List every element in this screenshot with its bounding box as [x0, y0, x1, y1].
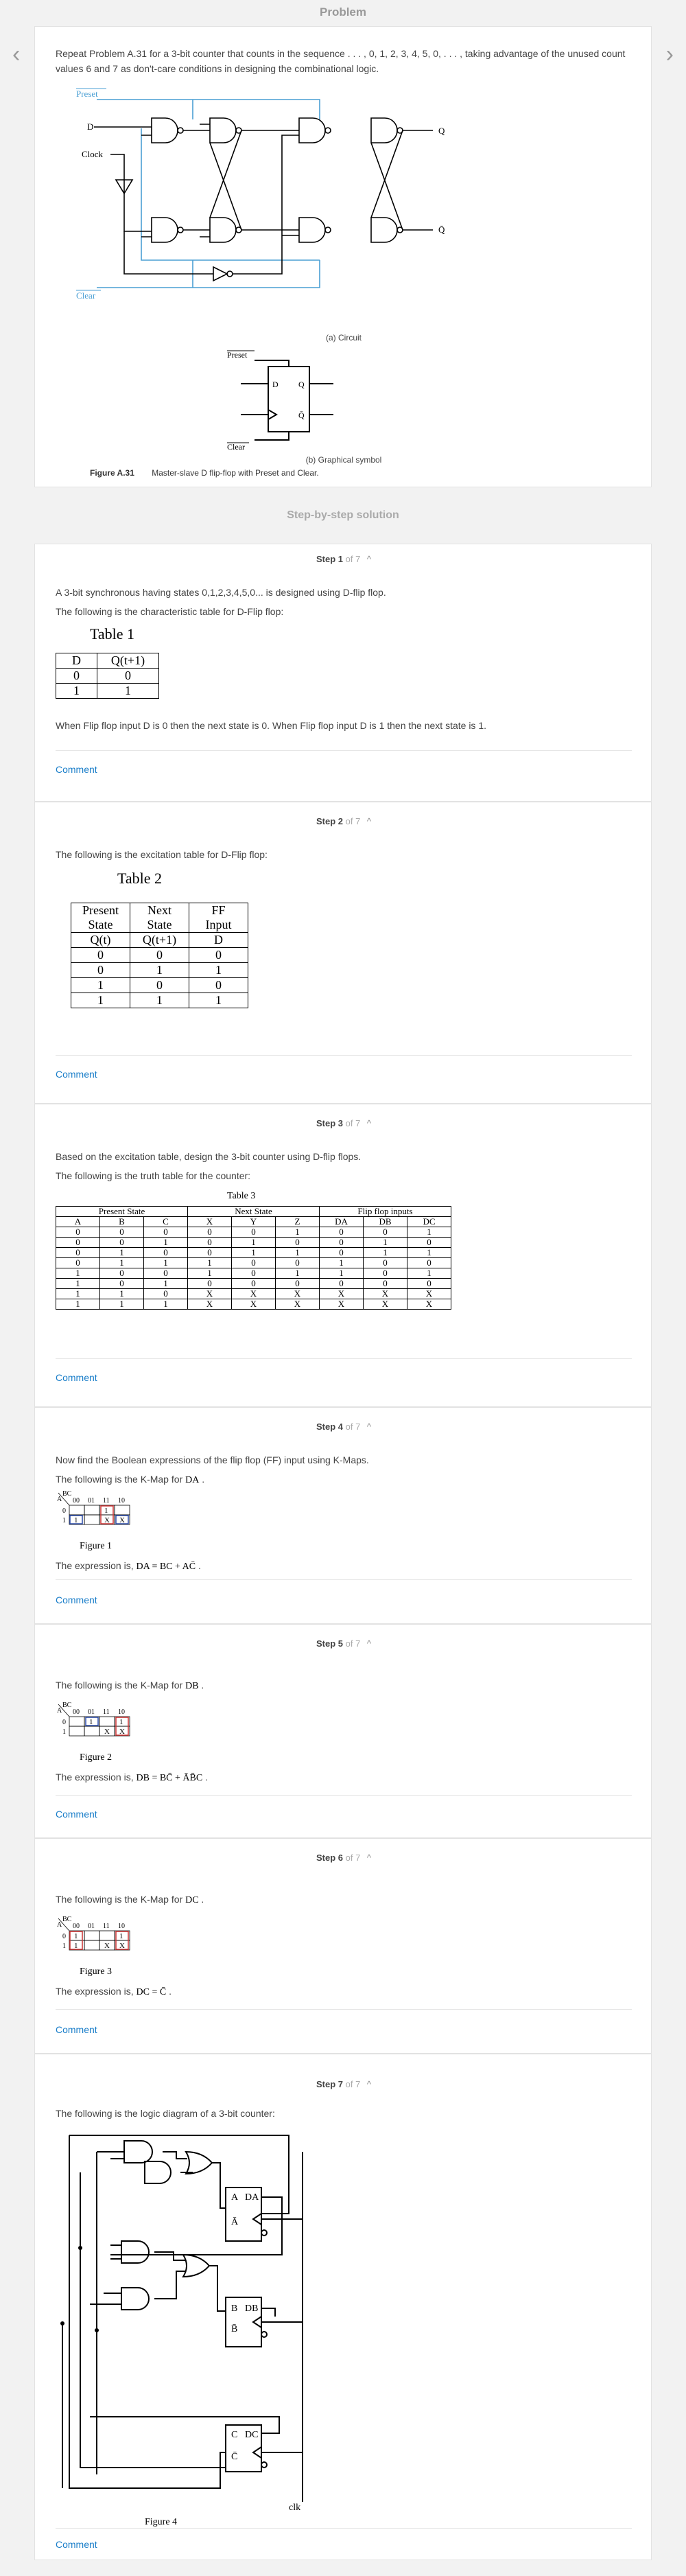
step-count: of 7: [345, 1853, 361, 1863]
kmap-variable: DA: [185, 1475, 200, 1485]
figure-number: Figure A.31: [90, 468, 134, 478]
kmap-cell: [84, 1940, 99, 1950]
table-cell: 0: [56, 669, 97, 684]
kmap-intro: The following is the K-Map for: [56, 1680, 183, 1691]
ff-a-qbar-label: Ā: [231, 2217, 239, 2227]
truth-table-cell: 0: [188, 1238, 232, 1248]
comment-link[interactable]: Comment: [56, 1809, 97, 1820]
truth-table-cell: 1: [56, 1279, 100, 1289]
problem-text-line-2: values 6 and 7 as don't-care conditions in designing the combinational logic.: [56, 63, 379, 74]
kmap-cell: [69, 1505, 84, 1515]
kmap-row-label: 0: [62, 1933, 66, 1940]
table-cell: 0: [71, 963, 130, 978]
kmap-variable: DC: [185, 1895, 199, 1905]
truth-table-column-header: DC: [407, 1217, 451, 1227]
table-group-header: Flip flop inputs: [320, 1207, 451, 1217]
truth-table-cell: 1: [232, 1248, 276, 1258]
kmap-cell-value: X: [104, 1942, 110, 1950]
kmap-row-label: 0: [62, 1719, 66, 1726]
ff-c-d-label: DC: [245, 2430, 259, 2440]
step-4-card: [34, 1407, 652, 1624]
kmap-cell-value: 1: [89, 1718, 93, 1726]
ff-a-q-label: A: [231, 2192, 239, 2203]
truth-table-cell: 1: [56, 1299, 100, 1310]
symbol-clear-label: Clear: [227, 442, 245, 452]
kmap-corner-a: A: [57, 1921, 62, 1929]
kmap-dc: [56, 1914, 193, 1962]
kmap-cell: [99, 1717, 115, 1726]
symbol-d-label: D: [272, 380, 279, 389]
table-header: Q(t+1): [130, 933, 189, 948]
step-count: of 7: [345, 1422, 361, 1432]
collapse-chevron-icon[interactable]: ^: [366, 1422, 372, 1432]
truth-table-cell: 0: [100, 1238, 144, 1248]
truth-table-cell: 0: [144, 1289, 188, 1299]
kmap-cell: [84, 1726, 99, 1736]
truth-table-cell: 0: [320, 1279, 364, 1289]
clear-label: Clear: [76, 290, 96, 301]
step-1-card: [34, 544, 652, 802]
kmap-cell: [84, 1505, 99, 1515]
kmap-col-label: 11: [103, 1923, 110, 1930]
kmap-row-label: 1: [62, 1728, 66, 1736]
truth-table-cell: 0: [232, 1227, 276, 1238]
comment-link[interactable]: Comment: [56, 764, 97, 775]
step-7-text-1: The following is the logic diagram of a 3-bit counter:: [56, 2108, 275, 2119]
truth-table-cell: 0: [364, 1227, 407, 1238]
figure-2-caption: Figure 2: [80, 1752, 113, 1763]
step-2-card: [34, 802, 652, 1104]
counter-truth-table: [56, 1206, 451, 1310]
kmap-cell: [84, 1931, 99, 1940]
expression-line: The expression is, DB = BC̄ + ĀB̄C .: [56, 1772, 208, 1783]
kmap-col-label: 00: [73, 1923, 80, 1930]
step-count: of 7: [345, 1118, 361, 1128]
step-label: Step 1: [316, 554, 343, 564]
kmap-row-label: 1: [62, 1942, 66, 1950]
kmap-corner-a: A: [57, 1496, 62, 1503]
truth-table-column-header: DB: [364, 1217, 407, 1227]
step-count: of 7: [345, 816, 361, 826]
step-count: of 7: [345, 2079, 361, 2089]
truth-table-cell: 0: [144, 1268, 188, 1279]
counter-logic-diagram: [56, 2131, 330, 2516]
figure-3-caption: Figure 3: [80, 1966, 113, 1977]
comment-link[interactable]: Comment: [56, 1594, 97, 1605]
truth-table-cell: 1: [56, 1268, 100, 1279]
q-output-label: Q: [438, 126, 445, 136]
table-cell: 0: [189, 948, 248, 963]
truth-table-cell: 1: [188, 1268, 232, 1279]
table-cell: 1: [189, 963, 248, 978]
step-label: Step 5: [316, 1638, 343, 1649]
truth-table-cell: 1: [276, 1248, 320, 1258]
ff-b-d-label: DB: [245, 2304, 259, 2314]
collapse-chevron-icon[interactable]: ^: [366, 2079, 372, 2089]
kmap-row-label: 0: [62, 1507, 66, 1515]
kmap-col-label: 00: [73, 1708, 80, 1716]
ff-c-q-label: C: [231, 2430, 238, 2440]
truth-table-cell: X: [364, 1299, 407, 1310]
kmap-col-label: 11: [103, 1497, 110, 1505]
kmap-cell-value: 1: [119, 1932, 123, 1940]
truth-table-cell: X: [276, 1299, 320, 1310]
figure-title: Master-slave D flip-flop with Preset and Clear.: [152, 468, 319, 478]
truth-table-row: [56, 1279, 451, 1289]
table-group-header: Next State: [188, 1207, 320, 1217]
truth-table-cell: 0: [144, 1227, 188, 1238]
truth-table-cell: 1: [232, 1238, 276, 1248]
table-header: Input: [205, 918, 232, 931]
truth-table-cell: 0: [276, 1238, 320, 1248]
truth-table-cell: 1: [320, 1268, 364, 1279]
table-cell: 1: [71, 978, 130, 993]
collapse-chevron-icon[interactable]: ^: [366, 554, 372, 564]
truth-table-cell: 0: [188, 1248, 232, 1258]
truth-table-cell: 0: [276, 1279, 320, 1289]
table-1-title: Table 1: [90, 625, 135, 642]
collapse-chevron-icon[interactable]: ^: [366, 1638, 372, 1649]
kmap-da: [56, 1489, 193, 1537]
truth-table-cell: 1: [188, 1258, 232, 1268]
truth-table-cell: 0: [320, 1248, 364, 1258]
expression-db: DB = BC̄ + ĀB̄C: [136, 1773, 203, 1783]
table-header: Q(t+1): [97, 653, 159, 669]
step-count: of 7: [345, 554, 361, 564]
truth-table-column-header: DA: [320, 1217, 364, 1227]
kmap-cell-value: X: [119, 1942, 125, 1950]
truth-table-cell: 0: [56, 1258, 100, 1268]
truth-table-cell: 0: [364, 1268, 407, 1279]
ff-c-qbar-label: C̄: [231, 2452, 238, 2462]
kmap-corner-bc: BC: [62, 1702, 72, 1709]
step-5-text-1: The following is the K-Map for DB .: [56, 1680, 204, 1691]
table-header: Next: [147, 903, 172, 917]
truth-table-cell: 1: [144, 1299, 188, 1310]
kmap-corner-bc: BC: [62, 1916, 72, 1923]
truth-table-cell: 0: [56, 1227, 100, 1238]
problem-text-line-1: Repeat Problem A.31 for a 3-bit counter that counts in the sequence . . . , 0, 1, 2, 3, 4, 5, 0, . . . , taking advantage of the unused count: [56, 48, 626, 59]
kmap-col-label: 11: [103, 1708, 110, 1716]
truth-table-cell: 1: [407, 1227, 451, 1238]
figure-1-caption: Figure 1: [80, 1541, 113, 1551]
table-header: State: [147, 918, 172, 931]
step-5-card: [34, 1624, 652, 1838]
expression-label: The expression is,: [56, 1560, 134, 1571]
truth-table-row: [56, 1258, 451, 1268]
truth-table-cell: 0: [407, 1258, 451, 1268]
truth-table-cell: 0: [100, 1227, 144, 1238]
expression-line: The expression is, DC = C̄ .: [56, 1986, 172, 1997]
truth-table-cell: 1: [100, 1299, 144, 1310]
truth-table-row: [56, 1299, 451, 1310]
truth-table-cell: 0: [320, 1238, 364, 1248]
table-cell: 0: [130, 978, 189, 993]
truth-table-cell: X: [232, 1299, 276, 1310]
figure-caption: [90, 468, 319, 478]
step-3-text-2: The following is the truth table for the counter:: [56, 1170, 251, 1181]
step-7-header[interactable]: [35, 2079, 652, 2089]
truth-table-row: [56, 1289, 451, 1299]
table-header: State: [88, 918, 113, 931]
table-header: FF: [211, 903, 226, 917]
truth-table-cell: 0: [188, 1279, 232, 1289]
table-header: Q(t): [71, 933, 130, 948]
collapse-chevron-icon[interactable]: ^: [366, 816, 372, 826]
d-excitation-table: [71, 903, 248, 1008]
expression-label: The expression is,: [56, 1772, 134, 1783]
step-1-text-2: The following is the characteristic table for D-Flip flop:: [56, 606, 284, 617]
truth-table-cell: 1: [144, 1279, 188, 1289]
truth-table-column-header: Z: [276, 1217, 320, 1227]
expression-line: The expression is, DA = BC + AC̄ .: [56, 1560, 201, 1572]
table-cell: 1: [97, 684, 159, 699]
table-cell: 1: [189, 993, 248, 1008]
next-arrow-icon[interactable]: ›: [665, 41, 674, 67]
truth-table-row: [56, 1227, 451, 1238]
ff-b-q-label: B: [231, 2304, 238, 2314]
truth-table-cell: 0: [276, 1258, 320, 1268]
truth-table-cell: 0: [407, 1238, 451, 1248]
step-3-header[interactable]: [35, 1118, 652, 1128]
expression-dc: DC = C̄: [136, 1987, 167, 1997]
truth-table-cell: 1: [100, 1258, 144, 1268]
step-label: Step 6: [316, 1853, 343, 1863]
page-title: Problem: [319, 5, 367, 19]
truth-table-cell: 0: [364, 1279, 407, 1289]
symbol-q-label: Q: [298, 380, 305, 389]
table-2-title: Table 2: [117, 870, 163, 887]
step-2-header[interactable]: [35, 816, 652, 826]
step-7-card: [34, 2054, 652, 2560]
truth-table-cell: X: [232, 1289, 276, 1299]
kmap-intro: The following is the K-Map for: [56, 1474, 183, 1485]
kmap-cell: [69, 1717, 84, 1726]
kmap-cell-value: X: [104, 1728, 110, 1736]
qbar-output-label: Q̄: [438, 224, 445, 235]
clk-label: clk: [289, 2503, 301, 2513]
truth-table-cell: 1: [276, 1268, 320, 1279]
truth-table-cell: 1: [100, 1289, 144, 1299]
truth-table-column-header: A: [56, 1217, 100, 1227]
collapse-chevron-icon[interactable]: ^: [366, 1118, 372, 1128]
truth-table-cell: 0: [407, 1279, 451, 1289]
table-cell: 0: [97, 669, 159, 684]
graphical-symbol: [213, 349, 351, 452]
step-1-header[interactable]: [35, 554, 652, 564]
kmap-col-label: 00: [73, 1497, 80, 1505]
kmap-cell-value: 1: [74, 1516, 78, 1524]
truth-table-cell: 0: [320, 1227, 364, 1238]
caption-b: (b) Graphical symbol: [305, 455, 382, 465]
step-label: Step 2: [316, 816, 343, 826]
step-3-text-1: Based on the excitation table, design the 3-bit counter using D-flip flops.: [56, 1151, 362, 1162]
truth-table-cell: 0: [100, 1279, 144, 1289]
truth-table-cell: X: [188, 1289, 232, 1299]
truth-table-cell: 0: [232, 1258, 276, 1268]
truth-table-cell: 1: [364, 1238, 407, 1248]
step-6-card: [34, 1838, 652, 2054]
kmap-col-label: 01: [88, 1708, 95, 1716]
kmap-corner-bc: BC: [62, 1490, 72, 1498]
truth-table-cell: 1: [56, 1289, 100, 1299]
truth-table-cell: X: [320, 1299, 364, 1310]
kmap-col-label: 10: [118, 1708, 125, 1716]
truth-table-cell: 0: [144, 1248, 188, 1258]
truth-table-cell: X: [276, 1289, 320, 1299]
truth-table-cell: 1: [100, 1248, 144, 1258]
step-4-text-2: The following is the K-Map for DA .: [56, 1474, 205, 1485]
kmap-cell-value: 1: [119, 1718, 123, 1726]
truth-table-row: [56, 1238, 451, 1248]
comment-link[interactable]: Comment: [56, 1372, 97, 1383]
ff-b-qbar-label: B̄: [231, 2324, 238, 2334]
table-cell: 1: [130, 963, 189, 978]
table-header: Present: [82, 903, 119, 917]
preset-label: Preset: [76, 89, 98, 99]
circuit-figure: [76, 80, 529, 327]
truth-table-cell: 0: [56, 1238, 100, 1248]
truth-table-cell: 1: [320, 1258, 364, 1268]
truth-table-cell: 1: [364, 1248, 407, 1258]
kmap-cell-value: X: [119, 1728, 125, 1736]
step-6-header[interactable]: [35, 1853, 652, 1863]
kmap-db: [56, 1700, 193, 1748]
truth-table-row: [56, 1268, 451, 1279]
truth-table-column-header: B: [100, 1217, 144, 1227]
kmap-row-label: 1: [62, 1517, 66, 1524]
step-6-text-1: The following is the K-Map for DC .: [56, 1894, 204, 1905]
truth-table-cell: 0: [100, 1268, 144, 1279]
kmap-cell: [99, 1931, 115, 1940]
collapse-chevron-icon[interactable]: ^: [366, 1853, 372, 1863]
truth-table-cell: X: [364, 1289, 407, 1299]
ff-a-d-label: DA: [245, 2192, 259, 2203]
truth-table-column-header: Y: [232, 1217, 276, 1227]
figure-4-caption: Figure 4: [145, 2517, 178, 2527]
d-characteristic-table: [56, 653, 159, 699]
step-label: Step 4: [316, 1422, 343, 1432]
kmap-cell-value: 1: [104, 1507, 108, 1515]
truth-table-cell: 0: [56, 1248, 100, 1258]
expression-da: DA = BC + AC̄: [136, 1562, 196, 1572]
truth-table-cell: 0: [364, 1258, 407, 1268]
truth-table-cell: 0: [188, 1227, 232, 1238]
step-1-text-1: A 3-bit synchronous having states 0,1,2,3,4,5,0... is designed using D-flip flop.: [56, 587, 386, 598]
kmap-variable: DB: [185, 1681, 199, 1691]
expression-label: The expression is,: [56, 1986, 134, 1997]
kmap-intro: The following is the K-Map for: [56, 1894, 183, 1905]
step-5-header[interactable]: [35, 1638, 652, 1649]
table-header: D: [56, 653, 97, 669]
kmap-cell: [69, 1726, 84, 1736]
kmap-cell: [84, 1515, 99, 1524]
table-cell: 0: [189, 978, 248, 993]
truth-table-cell: 1: [407, 1248, 451, 1258]
kmap-cell-value: 1: [74, 1932, 78, 1940]
problem-card: [34, 26, 652, 487]
kmap-cell: [115, 1505, 130, 1515]
step-4-header[interactable]: [35, 1422, 652, 1432]
truth-table-cell: X: [188, 1299, 232, 1310]
problem-text: [56, 46, 639, 76]
truth-table-cell: X: [320, 1289, 364, 1299]
symbol-preset-label: Preset: [227, 350, 248, 360]
truth-table-cell: 1: [144, 1238, 188, 1248]
step-label: Step 3: [316, 1118, 343, 1128]
table-group-header: Present State: [56, 1207, 188, 1217]
kmap-cell-value: X: [119, 1516, 125, 1524]
kmap-col-label: 01: [88, 1923, 95, 1930]
truth-table-cell: 0: [232, 1268, 276, 1279]
comment-link[interactable]: Comment: [56, 1069, 97, 1080]
kmap-col-label: 01: [88, 1497, 95, 1505]
caption-a: (a) Circuit: [325, 333, 362, 343]
table-3-title: Table 3: [227, 1191, 256, 1201]
comment-link[interactable]: Comment: [56, 2024, 97, 2035]
step-count: of 7: [345, 1638, 361, 1649]
clock-label: Clock: [82, 149, 104, 159]
solution-heading: Step-by-step solution: [287, 509, 399, 521]
kmap-col-label: 10: [118, 1497, 125, 1505]
symbol-qbar-label: Q̄: [298, 410, 305, 420]
table-cell: 0: [130, 948, 189, 963]
table-cell: 1: [56, 684, 97, 699]
kmap-col-label: 10: [118, 1923, 125, 1930]
prev-arrow-icon[interactable]: ‹: [12, 41, 21, 67]
truth-table-cell: 0: [232, 1279, 276, 1289]
kmap-cell-value: X: [104, 1516, 110, 1524]
truth-table-cell: 1: [407, 1268, 451, 1279]
d-input-label: D: [87, 121, 94, 132]
step-3-card: [34, 1104, 652, 1407]
table-cell: 1: [71, 993, 130, 1008]
step-1-text-3: When Flip flop input D is 0 then the next state is 0. When Flip flop input D is 1 then the next state is 1.: [56, 720, 486, 731]
kmap-cell-value: 1: [74, 1942, 78, 1950]
truth-table-column-header: C: [144, 1217, 188, 1227]
table-header: D: [189, 933, 248, 948]
truth-table-cell: X: [407, 1299, 451, 1310]
truth-table-column-header: X: [188, 1217, 232, 1227]
kmap-corner-a: A: [57, 1707, 62, 1715]
truth-table-cell: X: [407, 1289, 451, 1299]
truth-table-cell: 1: [144, 1258, 188, 1268]
step-label: Step 7: [316, 2079, 343, 2089]
step-2-text-1: The following is the excitation table for D-Flip flop:: [56, 849, 268, 860]
truth-table-row: [56, 1248, 451, 1258]
table-cell: 0: [71, 948, 130, 963]
truth-table-cell: 1: [276, 1227, 320, 1238]
table-cell: 1: [130, 993, 189, 1008]
step-4-text-1: Now find the Boolean expressions of the flip flop (FF) input using K-Maps.: [56, 1454, 369, 1465]
comment-link[interactable]: Comment: [56, 2539, 97, 2550]
